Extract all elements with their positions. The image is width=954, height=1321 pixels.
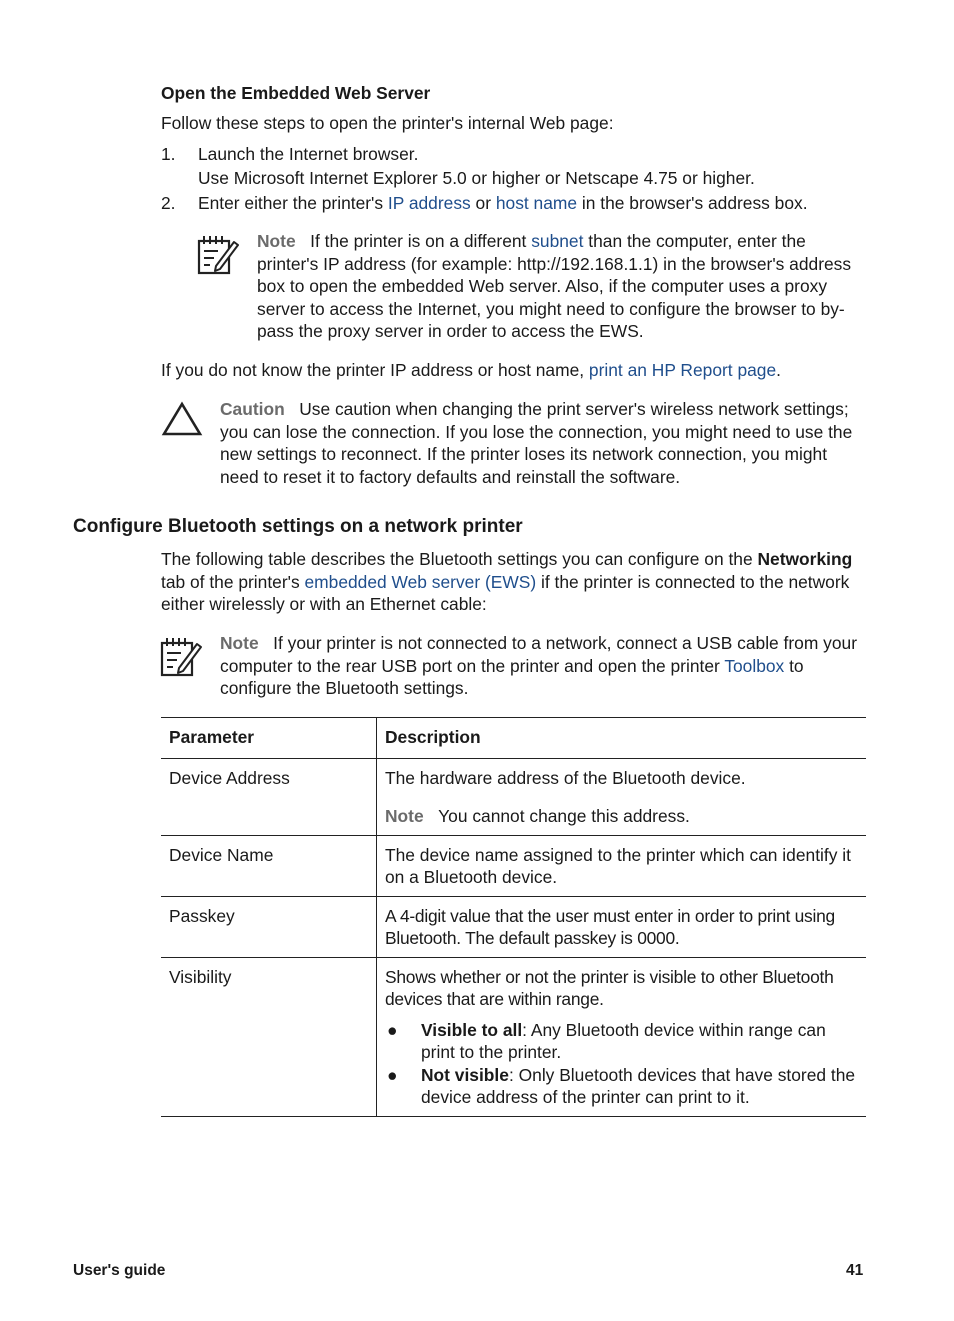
table-row <box>161 758 866 835</box>
ip-address-link[interactable]: IP address <box>387 193 471 213</box>
bullet-icon: ● <box>387 1064 398 1085</box>
section-intro: Follow these steps to open the printer's internal Web page: <box>161 113 614 133</box>
bluetooth-intro: The following table describes the Bluetooth settings you can configure on the Networking tab of the printer's embedded Web server (EWS) if the printer is connected to the network either wirelessly or with an Ethernet cable: <box>161 549 853 614</box>
step-number: 2. <box>161 193 176 213</box>
toolbox-link[interactable]: Toolbox <box>724 655 785 676</box>
desc-cell: Shows whether or not the printer is visible to other Bluetooth devices that are within range. ● Visible to all: Any Bluetooth device within range can print to the printer. ● Not visible: Only Bluetooth devices that have stored the device address of the printer can print to it. <box>377 957 867 1116</box>
section-heading-open-ews: Open the Embedded Web Server <box>161 83 431 103</box>
table-header-row <box>161 718 866 759</box>
param-cell: Passkey <box>161 896 377 957</box>
note-pencil-icon <box>196 234 240 276</box>
param-cell: Device Address <box>161 758 377 835</box>
host-name-link[interactable]: host name <box>495 193 578 213</box>
table-row <box>161 896 866 957</box>
section-heading-bluetooth: Configure Bluetooth settings on a network printer <box>73 516 523 537</box>
desc-cell: The hardware address of the Bluetooth device. Note You cannot change this address. <box>377 758 867 835</box>
list-item: ● Visible to all: Any Bluetooth device within range can print to the printer. <box>387 1019 826 1062</box>
subnet-link[interactable]: subnet <box>531 231 584 251</box>
step-text: Launch the Internet browser. <box>198 144 419 164</box>
report-line: If you do not know the printer IP address or host name, print an HP Report page. <box>161 360 781 380</box>
desc-cell: A 4-digit value that the user must enter in order to print using Bluetooth. The default passkey is 0000. <box>377 896 867 957</box>
note-block: Note If your printer is not connected to a network, connect a USB cable from your computer to the rear USB port on the printer and open the printer Toolbox to configure the Bluetooth settings. <box>220 633 857 698</box>
footer-guide-title: User's guide <box>73 1262 166 1279</box>
note-pencil-icon <box>159 636 203 678</box>
list-item: ● Not visible: Only Bluetooth devices that have stored the device address of the printer can print to it. <box>387 1064 856 1107</box>
print-report-link[interactable]: print an HP Report page <box>588 360 777 380</box>
step-text-detail: Use Microsoft Internet Explorer 5.0 or higher or Netscape 4.75 or higher. <box>198 168 755 188</box>
step-text: Enter either the printer's IP address or host name in the browser's address box. <box>198 193 808 213</box>
param-cell: Device Name <box>161 835 377 896</box>
column-header-parameter: Parameter <box>161 718 377 759</box>
caution-triangle-icon <box>161 401 203 437</box>
bluetooth-settings-table <box>161 717 866 1117</box>
note-block: Note If the printer is on a different subnet than the computer, enter the printer's IP address (for example: http://192.168.1.1) in the browser's address box to open the embedded Web server. Also, if the computer uses a proxy server to access the Internet, you might need to configure the browser to by-pass the proxy server in order to access the EWS. <box>257 231 852 341</box>
step-number: 1. <box>161 144 176 164</box>
page-number: 41 <box>846 1262 864 1279</box>
desc-cell: The device name assigned to the printer which can identify it on a Bluetooth device. <box>377 835 867 896</box>
table-row <box>161 957 866 1116</box>
bullet-icon: ● <box>387 1019 398 1040</box>
table-row <box>161 835 866 896</box>
ews-link[interactable]: embedded Web server (EWS) <box>304 571 537 592</box>
visibility-options-list <box>385 1019 858 1109</box>
column-header-description: Description <box>377 718 867 759</box>
cell-note: Note You cannot change this address. <box>385 806 690 826</box>
caution-block: Caution Use caution when changing the print server's wireless network settings; you can lose the connection. If you lose the connection, you might need to use the new settings to reconnect. If the printer loses its network connection, you might need to reset it to factory defaults and reinstall the software. <box>220 399 853 487</box>
param-cell: Visibility <box>161 957 377 1116</box>
